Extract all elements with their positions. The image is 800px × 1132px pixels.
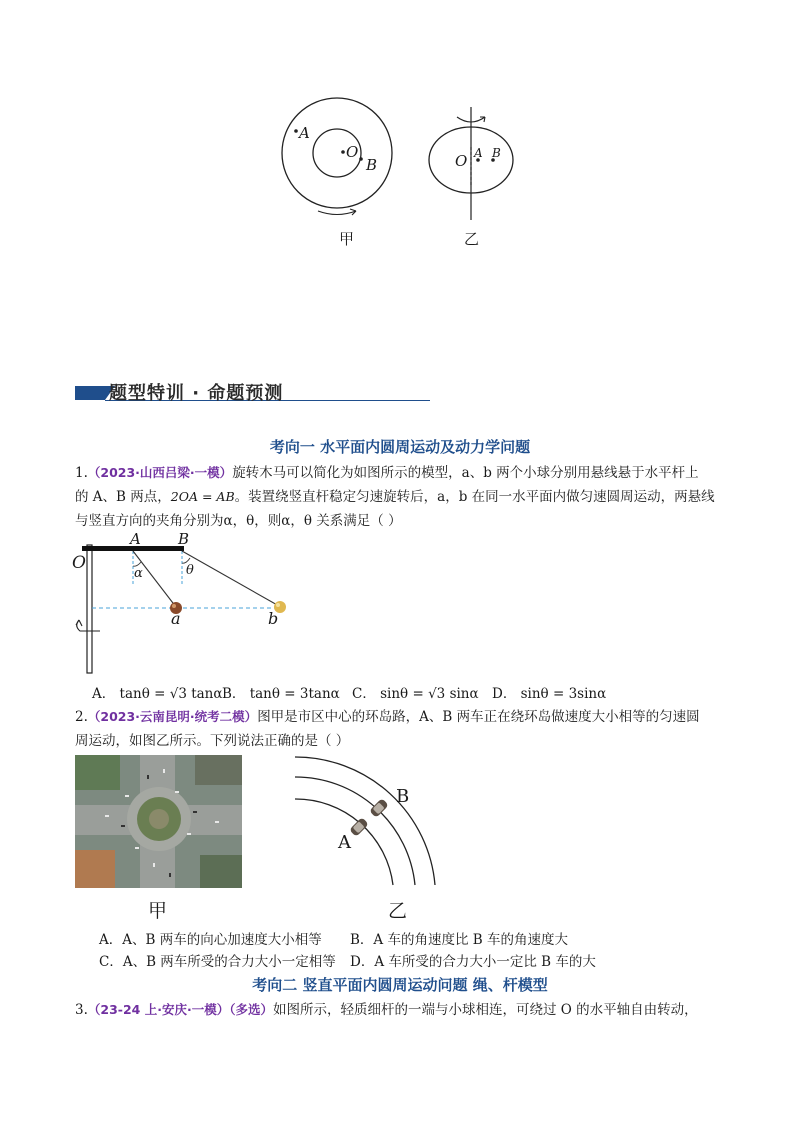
q1-fig-label-alpha: α: [134, 566, 143, 581]
q3-source: （23-24 上·安庆·一模）（多选）: [87, 1002, 273, 1017]
q2-aerial-photo: [75, 755, 242, 888]
q1-line2a: 的 A、B 两点，: [75, 489, 171, 505]
section-header-block: [75, 386, 105, 400]
q1-option-a[interactable]: A． tanθ = √3 tanα: [92, 686, 223, 702]
q1-fig-label-o: O: [72, 553, 86, 573]
fig-yi-label-o: O: [455, 152, 468, 170]
q1-line-3: 与竖直方向的夹角分别为α，θ，则α，θ 关系满足（ ）: [75, 513, 402, 529]
q1-line-2: [75, 485, 725, 509]
section-title: 题型特训 · 命题预测: [109, 383, 284, 404]
fig-jia-label-o: O: [346, 143, 359, 161]
q1-fig-label-a: A: [130, 530, 141, 548]
q2-lane-diagram: [290, 755, 440, 890]
fig-yi-label-a: A: [474, 146, 483, 160]
q1-line1-text: 旋转木马可以简化为如图所示的模型，a、b 两个小球分别用悬线悬于水平杆上: [232, 465, 699, 481]
q2-option-b[interactable]: B．A 车的角速度比 B 车的角速度大: [350, 932, 568, 948]
q2-fig-caption-yi: 乙: [388, 900, 408, 922]
fig-jia-label-b: B: [366, 156, 378, 174]
fig-jia-label-a: A: [299, 124, 310, 142]
direction-2-heading: 考向二 竖直平面内圆周运动问题 绳、杆模型: [252, 976, 548, 994]
fig-jia-caption: 甲: [339, 230, 355, 248]
q2-fig-label-b: B: [396, 786, 410, 807]
section-header: [75, 378, 430, 404]
q2-number: 2.: [75, 709, 88, 725]
q2-line-1: [75, 705, 725, 729]
fig-yi-caption: 乙: [464, 230, 480, 248]
q1-fig-label-ball-b: b: [268, 609, 279, 628]
q2-source: （2023·云南昆明·统考二模）: [87, 709, 258, 724]
q2-option-a[interactable]: A．A、B 两车的向心加速度大小相等: [99, 932, 322, 948]
figure-jia: [280, 95, 405, 245]
q1-line2b: 。装置绕竖直杆稳定匀速旋转后，a，b 在同一水平面内做匀速圆周运动，两悬线: [234, 489, 715, 505]
question-1-text: [75, 461, 725, 533]
q1-option-d[interactable]: D． sinθ = 3sinα: [492, 686, 607, 702]
q1-line-1: [75, 461, 725, 485]
fig-yi-label-b: B: [492, 146, 501, 160]
q3-line1-text: 如图所示，轻质细杆的一端与小球相连，可绕过 O 的水平轴自由转动，: [272, 1002, 698, 1018]
q1-fig-label-theta: θ: [186, 563, 194, 578]
q2-line-2: 周运动，如图乙所示。下列说法正确的是（ ）: [75, 733, 350, 749]
q1-fig-label-ball-a: a: [171, 609, 181, 628]
q1-option-b[interactable]: B． tanθ = 3tanα: [222, 686, 340, 702]
q1-option-c[interactable]: C． sinθ = √3 sinα: [352, 686, 479, 702]
q3-number: 3.: [75, 1002, 88, 1018]
q1-fig-label-b: B: [178, 530, 190, 548]
q2-fig-label-a: A: [338, 832, 351, 853]
question-2-text: [75, 705, 725, 753]
question-3-text: [75, 998, 725, 1022]
q2-option-d[interactable]: D．A 车所受的合力大小一定比 B 车的大: [350, 954, 596, 970]
q1-equation: 2OA = AB: [170, 489, 235, 504]
q2-option-c[interactable]: C．A、B 两车所受的合力大小一定相等: [99, 954, 336, 970]
q1-figure: [70, 530, 310, 680]
q2-fig-caption-jia: 甲: [148, 900, 168, 922]
q2-line1-text: 图甲是市区中心的环岛路，A、B 两车正在绕环岛做速度大小相等的匀速圆: [257, 709, 700, 725]
q3-line-1: [75, 998, 725, 1022]
figure-yi: [425, 105, 525, 225]
direction-1-heading: 考向一 水平面内圆周运动及动力学问题: [269, 438, 531, 456]
q1-number: 1.: [75, 465, 88, 481]
q1-source: （2023·山西吕梁·一模）: [87, 465, 233, 480]
